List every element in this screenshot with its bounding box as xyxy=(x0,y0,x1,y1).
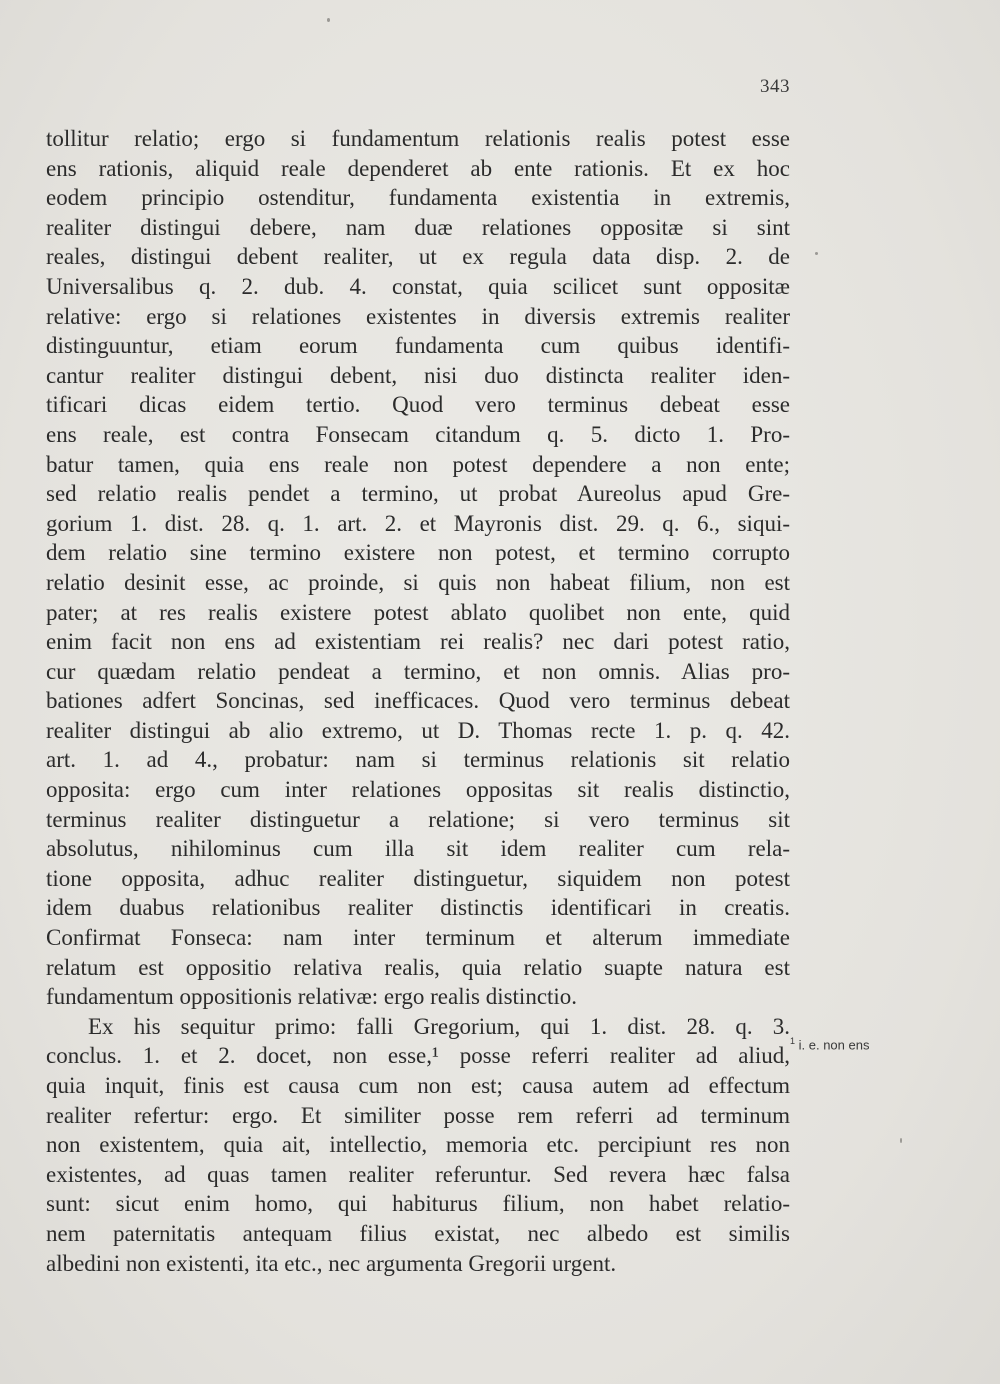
text-line: sunt: sicut enim homo, qui habiturus filium, non habet relatio- xyxy=(46,1191,790,1217)
footnote-text: i. e. non ens xyxy=(798,1037,870,1053)
text-line: eodem principio ostenditur, fundamenta existentia in extremis, xyxy=(46,185,790,211)
text-line: realiter distingui ab alio extremo, ut D. Thomas recte 1. p. q. 42. xyxy=(46,717,790,743)
text-line: ens reale, est contra Fonsecam citandum q. 5. dicto 1. Pro- xyxy=(46,421,790,447)
text-line: nem paternitatis antequam filius existat, nec albedo est similis xyxy=(46,1220,790,1246)
text-line: opposita: ergo cum inter relationes oppositas sit realis distinctio, xyxy=(46,777,790,803)
text-line: enim facit non ens ad existentiam rei realis? nec dari potest ratio, xyxy=(46,629,790,655)
text-line: albedini non existenti, ita etc., nec argumenta Gregorii urgent. xyxy=(46,1250,617,1276)
text-line: tione opposita, adhuc realiter distinguetur, siquidem non potest xyxy=(46,865,790,891)
text-line: Universalibus q. 2. dub. 4. constat, quia scilicet sunt oppositæ xyxy=(46,273,790,299)
text-line: realiter refertur: ergo. Et similiter posse rem referri ad terminum xyxy=(46,1102,790,1128)
paper-speck xyxy=(900,1138,902,1143)
text-line: idem duabus relationibus realiter distinctis identificari in creatis. xyxy=(46,895,790,921)
text-line: Confirmat Fonseca: nam inter terminum et alterum immediate xyxy=(46,925,790,951)
text-line: fundamentum oppositionis relativæ: ergo realis distinctio. xyxy=(46,984,578,1010)
paper-speck xyxy=(327,18,330,22)
text-line: conclus. 1. et 2. docet, non esse,¹ posse referri realiter ad aliud, xyxy=(46,1043,790,1069)
text-line: existentes, ad quas tamen realiter referuntur. Sed revera hæc falsa xyxy=(46,1161,790,1187)
text-line: ens rationis, aliquid reale dependeret ab ente rationis. Et ex hoc xyxy=(46,155,790,181)
paper-speck xyxy=(815,252,818,255)
text-line: cantur realiter distingui debent, nisi duo distincta realiter iden- xyxy=(46,362,790,388)
text-line: bationes adfert Soncinas, sed inefficaces. Quod vero terminus debeat xyxy=(46,688,790,714)
text-line: cur quædam relatio pendeat a termino, et non omnis. Alias pro- xyxy=(46,658,790,684)
text-line: relative: ergo si relationes existentes in diversis extremis realiter xyxy=(46,303,790,329)
text-line: relatio desinit esse, ac proinde, si quis non habeat filium, non est xyxy=(46,569,790,595)
text-line: art. 1. ad 4., probatur: nam si terminus relationis sit relatio xyxy=(46,747,790,773)
text-line: tollitur relatio; ergo si fundamentum relationis realis potest esse xyxy=(46,126,790,151)
text-line: tificari dicas eidem tertio. Quod vero terminus debeat esse xyxy=(46,392,790,418)
text-line: absolutus, nihilominus cum illa sit idem realiter cum rela- xyxy=(46,836,790,862)
footnote-marker: 1 xyxy=(790,1036,796,1046)
text-line: reales, distingui debent realiter, ut ex regula data disp. 2. de xyxy=(46,244,790,270)
text-line: dem relatio sine termino existere non potest, et termino corrupto xyxy=(46,540,790,566)
text-line: sed relatio realis pendet a termino, ut probat Aureolus apud Gre- xyxy=(46,481,790,507)
text-line: terminus realiter distinguetur a relatione; si vero terminus sit xyxy=(46,806,790,832)
text-line: pater; at res realis existere potest ablato quolibet non ente, quid xyxy=(46,599,790,625)
text-line: realiter distingui debere, nam duæ relationes oppositæ si sint xyxy=(46,214,790,240)
text-line: Ex his sequitur primo: falli Gregorium, qui 1. dist. 28. q. 3. xyxy=(88,1013,790,1039)
text-line: non existentem, quia ait, intellectio, memoria etc. percipiunt res non xyxy=(46,1132,790,1158)
page-number: 343 xyxy=(760,76,790,97)
body-text xyxy=(46,124,790,1278)
text-line: distinguuntur, etiam eorum fundamenta cum quibus identifi- xyxy=(46,333,790,359)
margin-footnote xyxy=(790,1036,869,1052)
text-line: relatum est oppositio relativa realis, quia relatio suapte natura est xyxy=(46,954,790,980)
text-line: gorium 1. dist. 28. q. 1. art. 2. et Mayronis dist. 29. q. 6., siqui- xyxy=(46,510,790,536)
text-line: batur tamen, quia ens reale non potest dependere a non ente; xyxy=(46,451,790,477)
text-line: quia inquit, finis est causa cum non est; causa autem ad effectum xyxy=(46,1073,790,1098)
